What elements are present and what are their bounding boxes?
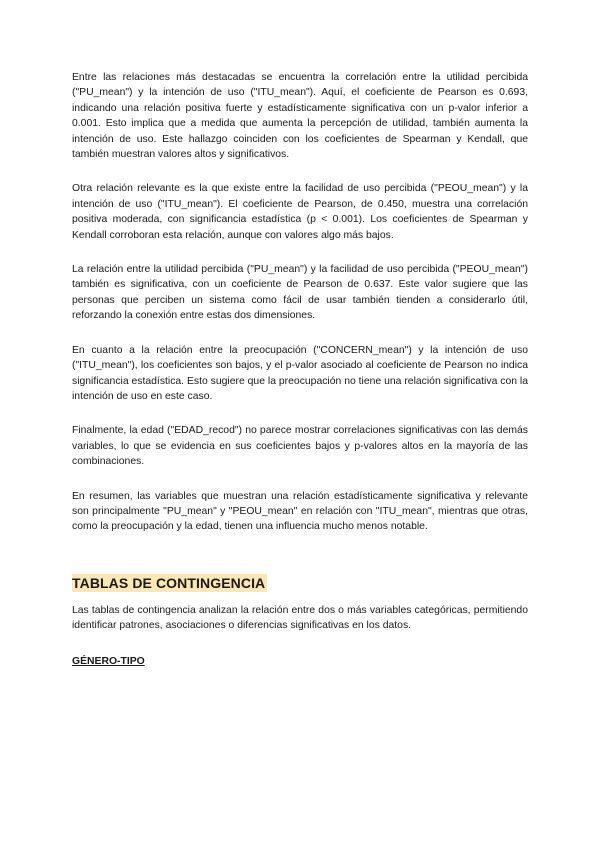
section-heading-contingency-tables: TABLAS DE CONTINGENCIA [72, 574, 266, 591]
paragraph-edad-correlation: Finalmente, la edad ("EDAD_recod") no parece mostrar correlaciones significativas con las demás variables, lo que se evidencia en sus coeficientes bajos y p-valores altos en la mayoría de las combinaciones. [72, 425, 528, 468]
paragraph-contingency-intro: Las tablas de contingencia analizan la relación entre dos o más variables categóricas, permitiendo identificar patrones, asociaciones o diferencias significativas en los datos. [72, 604, 528, 632]
document-page [72, 70, 528, 667]
subheading-genero-tipo: GÉNERO-TIPO [72, 655, 145, 667]
paragraph-pu-peou-correlation: La relación entre la utilidad percibida ("PU_mean") y la facilidad de uso percibida ("PEOU_mean") también es significativa, con un coeficiente de Pearson de 0.637. Este valor sugiere que las personas que perciben un sistema como fácil de usar también tienden a considerarlo útil, reforzando la conexión entre estas dos dimensiones. [72, 264, 528, 322]
paragraph-peou-itu-correlation: Otra relación relevante es la que existe entre la facilidad de uso percibida ("PEOU_mean") y la intención de uso ("ITU_mean"). El coeficiente de Pearson, de 0.450, muestra una correlación positiva moderada, con significancia estadística (p < 0.001). Los coeficientes de Spearman y Kendall corroboran esta relación, aunque con valores algo más bajos. [72, 183, 528, 241]
paragraph-summary: En resumen, las variables que muestran una relación estadísticamente significativa y relevante son principalmente "PU_mean" y "PEOU_mean" en relación con "ITU_mean", mientras que otras, como la preocupación y la edad, tienen una influencia mucho menos notable. [72, 490, 528, 533]
paragraph-pu-itu-correlation: Entre las relaciones más destacadas se encuentra la correlación entre la utilidad percibida ("PU_mean") y la intención de uso ("ITU_mean"). Aquí, el coeficiente de Pearson es 0.693, indicando una relación positiva fuerte y estadísticamente significativa con un p-valor inferior a 0.001. Esto implica que a medida que aumenta la percepción de utilidad, también aumenta la intención de uso. Este hallazgo coinciden con los coeficientes de Spearman y Kendall, que también muestran valores altos y significativos. [72, 72, 528, 161]
paragraph-concern-itu-correlation: En cuanto a la relación entre la preocupación ("CONCERN_mean") y la intención de uso ("ITU_mean"), los coeficientes son bajos, y el p-valor asociado al coeficiente de Pearson no indica significancia estadística. Esto sugiere que la preocupación no tiene una relación significativa con la intención de uso en este caso. [72, 344, 528, 402]
